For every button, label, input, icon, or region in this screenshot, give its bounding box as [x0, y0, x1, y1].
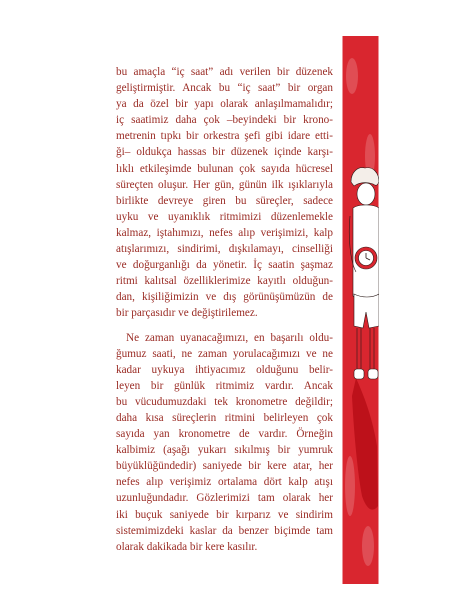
text-line: bu amaçla “iç saat” adı verilen bir düzenek: [116, 66, 333, 78]
paragraph-1: [116, 64, 333, 322]
text-line: büyüklüğündedir) saniyede bir kere atar, her: [116, 460, 333, 473]
text-line: Ne zaman uyanacağımızı, en başarılı oldu-: [126, 331, 333, 344]
text-line: atışlarımızı, sindirimi, dışkılamayı, cinselliği: [116, 243, 333, 256]
text-line: birlikte devreye giren bu süreçler, sadece: [116, 194, 333, 207]
text-line: metrenin tıpkı bir orkestra şefi gibi idare etti-: [116, 130, 333, 143]
text-line: ği– oldukça hassas bir düzenek içinde karşı-: [116, 146, 333, 159]
text-line: bir parçasıdır ve değiştirilemez.: [116, 307, 258, 320]
illustration-band: [342, 36, 379, 584]
text-line: sistemimizdeki kaslar da benzer biçimde tam: [116, 524, 333, 537]
text-line: iki buçuk saniyede bir kırparız ve sindirim: [116, 508, 333, 521]
text-line: bu vücudumuzdaki tek kronometre değildir;: [116, 395, 333, 408]
text-line: sayıda yan kronometre de vardır. Örneğin: [116, 428, 333, 441]
text-line: süreçten oluşur. Her gün, günün ilk ışıklarıyla: [116, 178, 333, 191]
text-line: kalbimiz (aşağı yukarı sıkılmış bir yumruk: [116, 444, 333, 457]
paragraph-spacer: [116, 322, 333, 330]
text-line: ya da özel bir yapı olarak anlaşılmamalıdır;: [116, 98, 333, 111]
text-line: ve doğurganlığı da yönetir. İç saatin şaşmaz: [116, 259, 333, 272]
text-line: geliştirmiştir. Ancak bu “iç saat” bir organ: [116, 82, 333, 95]
text-line: iç saatimiz daha çok –beyindeki bir krono-: [116, 114, 333, 127]
text-line: olarak dakikada bir kere kasılır.: [116, 540, 258, 553]
text-line: uzunluğundadır. Gözlerimizi tam olarak her: [116, 492, 333, 505]
left-shoe: [354, 369, 364, 379]
paragraph-2: [116, 330, 333, 555]
text-line: kadar uykuya ihtiyacımız olduğunu belir-: [116, 363, 333, 376]
text-line: leyen bir günlük ritmimiz vardır. Ancak: [116, 379, 333, 392]
text-line: nefes alıp verişimiz ortalama dört kalp atışı: [116, 476, 333, 489]
text-line: uyku ve uyanıklık ritmimizi düzenlemekle: [116, 210, 333, 223]
face: [357, 183, 375, 205]
text-line: ritmi kalıtsal özelliklerimize kayıtlı olduğun-: [116, 275, 333, 288]
right-shoe: [368, 369, 378, 379]
text-line: lıklı etkileşimde bulunan çok sayıda hücresel: [116, 162, 333, 175]
text-line: ğumuz saati, ne zaman yorulacağımızı ve ne: [116, 347, 333, 360]
text-line: daha kısa süreçlerin ritmini belirleyen çok: [116, 411, 333, 424]
text-line: dan, kişiliğimizin ve dış görünüşümüzün de: [116, 291, 333, 304]
text-line: kalmaz, iştahımızı, nefes alıp verişimizi, kalp: [116, 226, 333, 239]
body-text: [116, 64, 333, 555]
